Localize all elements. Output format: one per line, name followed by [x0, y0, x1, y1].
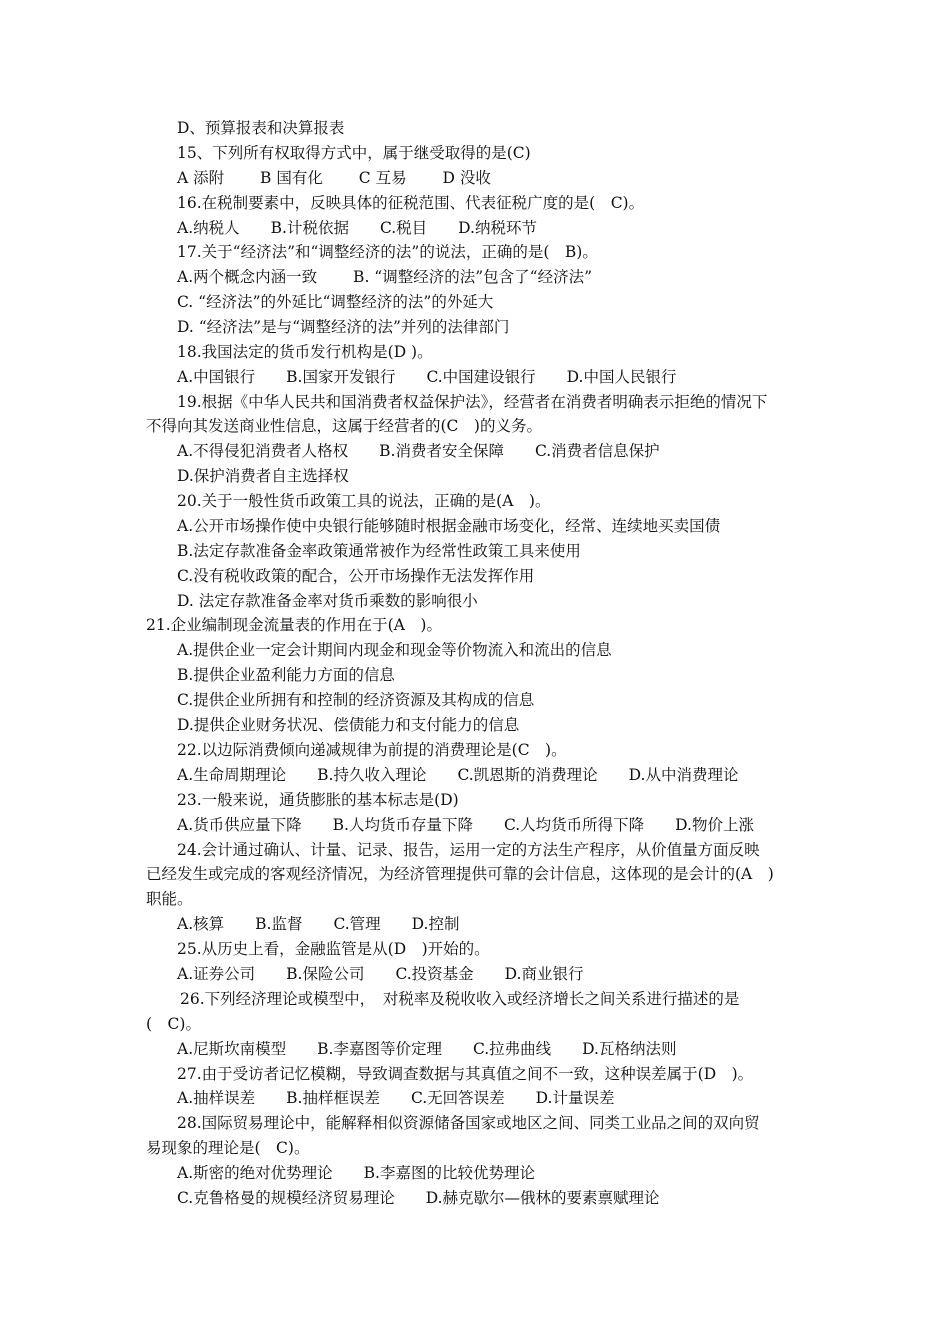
- options-27: A.抽样误差 B.抽样框误差 C.无回答误差 D.计量误差: [177, 1089, 615, 1107]
- options-20-c: C.没有税收政策的配合，公开市场操作无法发挥作用: [177, 567, 535, 585]
- options-15: A 添附 B 国有化 C 互易 D 没收: [177, 169, 491, 187]
- text-line: D、预算报表和决算报表: [177, 119, 345, 137]
- question-19-cont: 不得向其发送商业性信息，这属于经营者的(C )的义务。: [146, 417, 542, 435]
- options-22: A.生命周期理论 B.持久收入理论 C.凯恩斯的消费理论 D.从中消费理论: [177, 766, 739, 784]
- options-26: A.尼斯坎南模型 B.李嘉图等价定理 C.拉弗曲线 D.瓦格纳法则: [177, 1040, 677, 1058]
- question-16: 16.在税制要素中，反映具体的征税范围、代表征税广度的是( C)。: [177, 194, 645, 212]
- question-28: 28.国际贸易理论中，能解释相似资源储备国家或地区之间、同类工业品之间的双向贸: [177, 1114, 760, 1132]
- options-21-d: D.提供企业财务状况、偿债能力和支付能力的信息: [177, 716, 520, 734]
- question-26: 26.下列经济理论或模型中， 对税率及税收收入或经济增长之间关系进行描述的是: [180, 990, 740, 1008]
- options-17-c: C. “经济法”的外延比“调整经济的法”的外延大: [177, 293, 494, 311]
- options-21-c: C.提供企业所拥有和控制的经济资源及其构成的信息: [177, 691, 535, 709]
- options-20-d: D. 法定存款准备金率对货币乘数的影响很小: [177, 592, 478, 610]
- question-21: 21.企业编制现金流量表的作用在于(A )。: [146, 616, 442, 634]
- options-21-b: B.提供企业盈利能力方面的信息: [177, 666, 395, 684]
- question-24-end: 职能。: [146, 890, 193, 908]
- question-24-cont: 已经发生或完成的客观经济情况，为经济管理提供可靠的会计信息，这体现的是会计的(A ): [146, 865, 774, 883]
- options-19-abc: A.不得侵犯消费者人格权 B.消费者安全保障 C.消费者信息保护: [177, 442, 660, 460]
- options-23: A.货币供应量下降 B.人均货币存量下降 C.人均货币所得下降 D.物价上涨: [177, 816, 754, 834]
- question-25: 25.从历史上看，金融监管是从(D )开始的。: [177, 940, 490, 958]
- options-25: A.证券公司 B.保险公司 C.投资基金 D.商业银行: [177, 965, 584, 983]
- question-18: 18.我国法定的货币发行机构是(D )。: [177, 343, 433, 361]
- options-28-cd: C.克鲁格曼的规模经济贸易理论 D.赫克歇尔—俄林的要素禀赋理论: [177, 1189, 660, 1207]
- question-19: 19.根据《中华人民共和国消费者权益保护法》，经营者在消费者明确表示拒绝的情况下: [177, 393, 768, 411]
- options-28-ab: A.斯密的绝对优势理论 B.李嘉图的比较优势理论: [177, 1164, 535, 1182]
- options-21-a: A.提供企业一定会计期间内现金和现金等价物流入和流出的信息: [177, 641, 612, 659]
- question-26-cont: ( C)。: [146, 1015, 201, 1033]
- question-23: 23.一般来说，通货膨胀的基本标志是(D): [177, 791, 459, 809]
- options-18: A.中国银行 B.国家开发银行 C.中国建设银行 D.中国人民银行: [177, 368, 677, 386]
- question-24: 24.会计通过确认、计量、记录、报告，运用一定的方法生产程序，从价值量方面反映: [177, 841, 760, 859]
- question-28-cont: 易现象的理论是( C)。: [146, 1139, 310, 1157]
- options-20-a: A.公开市场操作使中央银行能够随时根据金融市场变化，经常、连续地买卖国债: [177, 517, 721, 535]
- question-22: 22.以边际消费倾向递减规律为前提的消费理论是(C )。: [177, 741, 567, 759]
- question-17: 17.关于“经济法”和“调整经济的法”的说法，正确的是( B)。: [177, 243, 598, 261]
- options-20-b: B.法定存款准备金率政策通常被作为经常性政策工具来使用: [177, 542, 581, 560]
- options-19-d: D.保护消费者自主选择权: [177, 467, 349, 485]
- options-24: A.核算 B.监督 C.管理 D.控制: [177, 915, 460, 933]
- question-20: 20.关于一般性货币政策工具的说法，正确的是(A )。: [177, 492, 551, 510]
- question-15: 15、下列所有权取得方式中，属于继受取得的是(C): [177, 144, 531, 162]
- options-17-ab: A.两个概念内涵一致 B. “调整经济的法”包含了“经济法”: [177, 268, 592, 286]
- options-17-d: D. “经济法”是与“调整经济的法”并列的法律部门: [177, 318, 510, 336]
- options-16: A.纳税人 B.计税依据 C.税目 D.纳税环节: [177, 219, 537, 237]
- question-27: 27.由于受访者记忆模糊，导致调查数据与其真值之间不一致，这种误差属于(D )。: [177, 1065, 754, 1083]
